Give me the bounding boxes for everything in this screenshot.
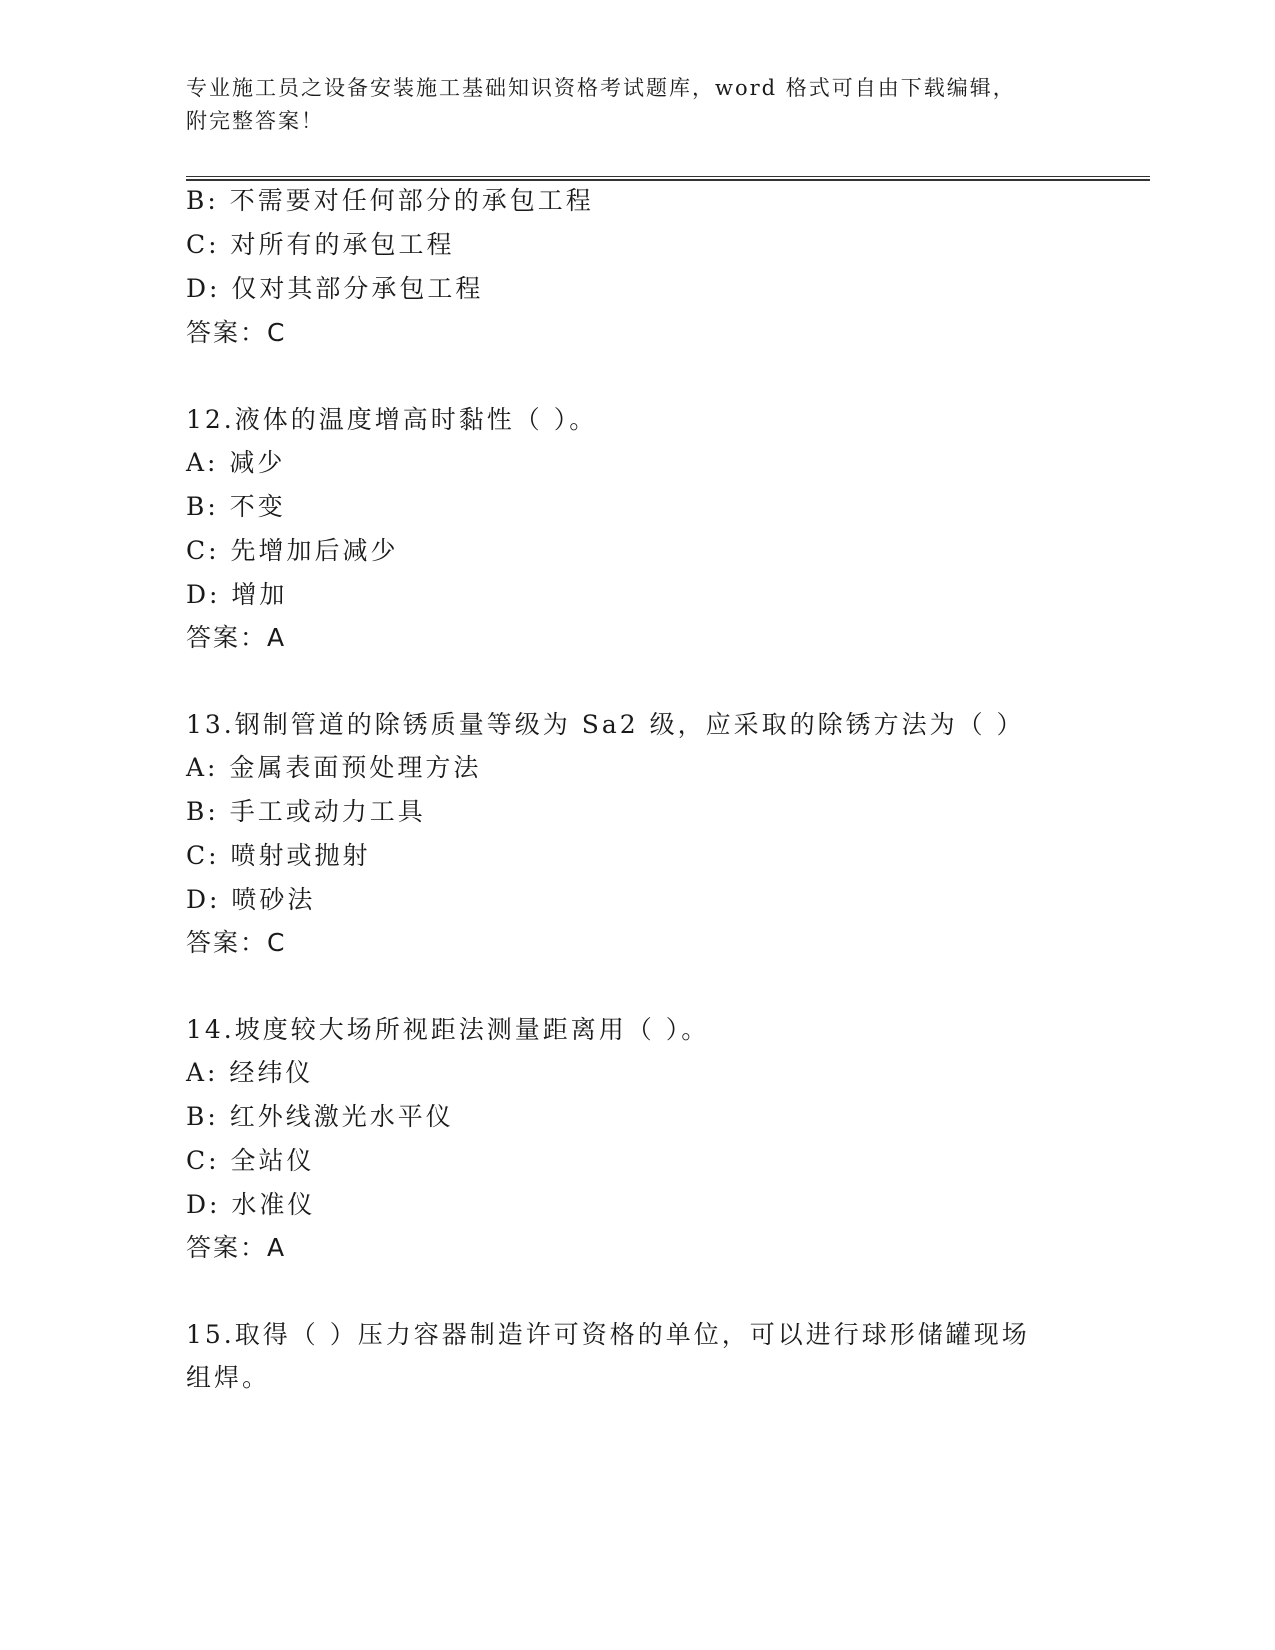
q13-option-c: C: 喷射或抛射 [186, 841, 371, 870]
q11-option-b: B: 不需要对任何部分的承包工程 [186, 186, 594, 215]
q12-option-d: D: 增加 [186, 580, 288, 609]
q13-answer: 答案：C [186, 928, 287, 957]
q12-stem: 12.液体的温度增高时黏性（ ）。 [186, 405, 598, 434]
q12-option-c: C: 先增加后减少 [186, 536, 399, 565]
q14-option-a: A: 经纬仪 [186, 1058, 314, 1087]
q13-option-a: A: 金属表面预处理方法 [186, 753, 482, 782]
header-divider [186, 176, 1150, 181]
q12-option-a: A: 减少 [186, 448, 286, 477]
q14-option-d: D: 水准仪 [186, 1190, 316, 1219]
q14-stem: 14.坡度较大场所视距法测量距离用（ ）。 [186, 1015, 710, 1044]
document-header [186, 72, 1066, 138]
q12-option-b: B: 不变 [186, 492, 286, 521]
q13-stem: 13.钢制管道的除锈质量等级为 Sa2 级，应采取的除锈方法为（ ） [186, 710, 1025, 739]
q13-option-b: B: 手工或动力工具 [186, 797, 426, 826]
q14-answer: 答案：A [186, 1233, 287, 1262]
q15-stem-line-1: 15.取得（ ）压力容器制造许可资格的单位，可以进行球形储罐现场 [186, 1320, 1030, 1349]
q11-option-c: C: 对所有的承包工程 [186, 230, 455, 259]
q14-option-b: B: 红外线激光水平仪 [186, 1102, 454, 1131]
q14-option-c: C: 全站仪 [186, 1146, 315, 1175]
q13-option-d: D: 喷砂法 [186, 885, 316, 914]
header-line-1: 专业施工员之设备安装施工基础知识资格考试题库，word 格式可自由下载编辑， [186, 76, 1016, 100]
q11-option-d: D: 仅对其部分承包工程 [186, 274, 484, 303]
header-line-2: 附完整答案！ [186, 109, 324, 133]
q12-answer: 答案：A [186, 623, 287, 652]
q11-answer: 答案：C [186, 318, 287, 347]
q15-stem-line-2: 组焊。 [186, 1363, 271, 1392]
